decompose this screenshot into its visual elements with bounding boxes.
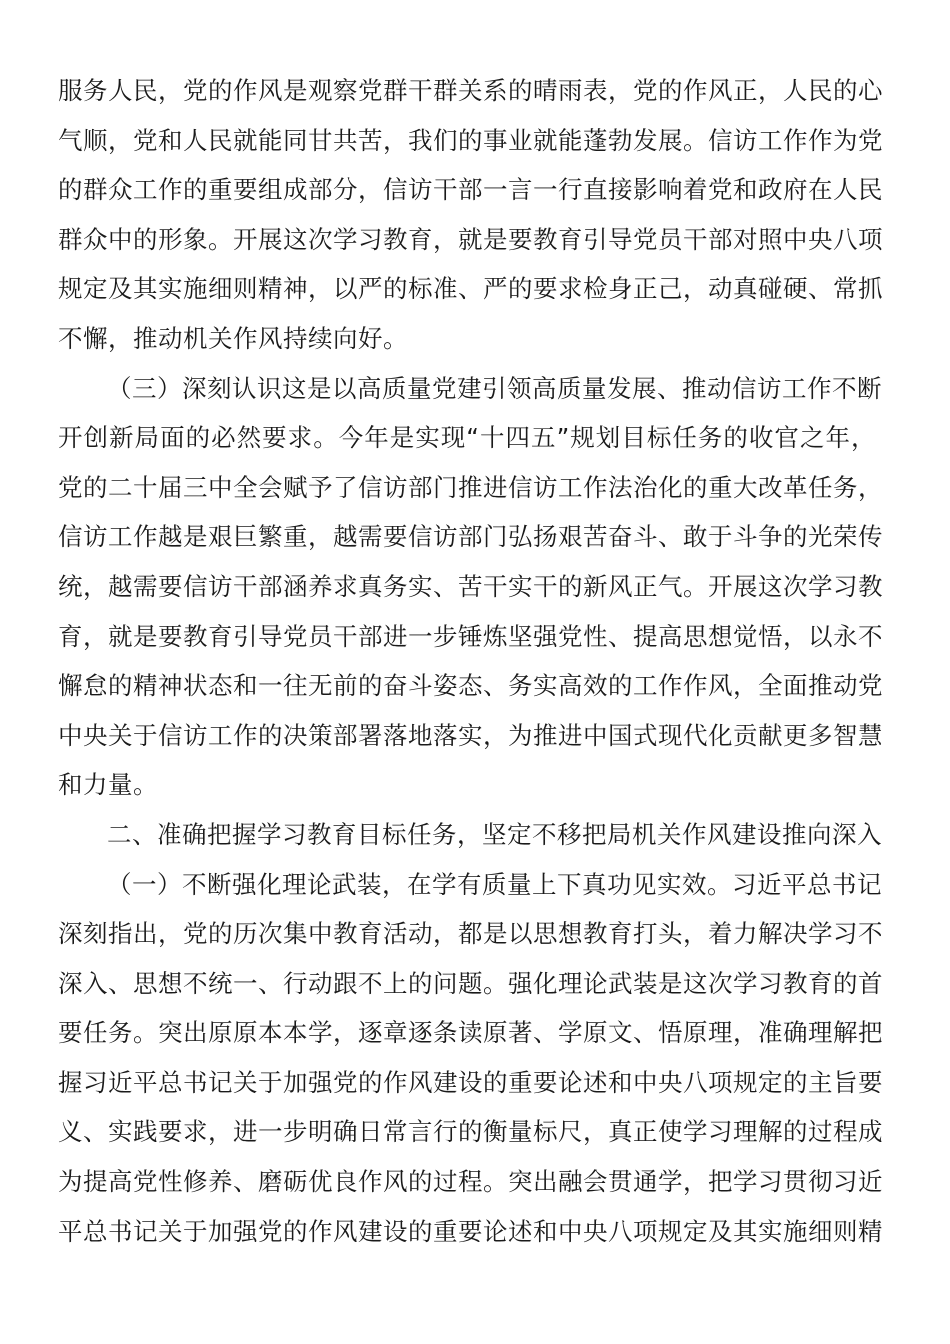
text-line: 气顺，党和人民就能同甘共苦，我们的事业就能蓬勃发展。信访工作作为党	[58, 125, 883, 155]
text-line: 为提高党性修养、磨砺优良作风的过程。突出融会贯通学，把学习贯彻习近	[58, 1167, 883, 1197]
text-line: 的群众工作的重要组成部分，信访干部一言一行直接影响着党和政府在人民	[58, 175, 883, 205]
text-line: 育，就是要教育引导党员干部进一步锤炼坚强党性、提高思想觉悟，以永不	[58, 621, 883, 651]
section-heading-line: （一）不断强化理论武装，在学有质量上下真功见实效。习近平总书记	[107, 869, 882, 899]
text-line: 信访工作越是艰巨繁重，越需要信访部门弘扬艰苦奋斗、敢于斗争的光荣传	[58, 522, 883, 552]
text-line: 平总书记关于加强党的作风建设的重要论述和中央八项规定及其实施细则精	[58, 1216, 883, 1246]
text-line: 深入、思想不统一、行动跟不上的问题。强化理论武装是这次学习教育的首	[58, 968, 883, 998]
chapter-heading: 二、准确把握学习教育目标任务，坚定不移把局机关作风建设推向深入	[107, 819, 882, 849]
text-line: 服务人民，党的作风是观察党群干群关系的晴雨表，党的作风正，人民的心	[58, 76, 883, 105]
text-line: 握习近平总书记关于加强党的作风建设的重要论述和中央八项规定的主旨要	[58, 1067, 883, 1097]
document-body	[58, 66, 883, 1256]
text-line: 深刻指出，党的历次集中教育活动，都是以思想教育打头，着力解决学习不	[58, 919, 883, 949]
text-line: 和力量。	[58, 770, 158, 800]
text-line: 统，越需要信访干部涵养求真务实、苦干实干的新风正气。开展这次学习教	[58, 571, 883, 601]
text-line: 党的二十届三中全会赋予了信访部门推进信访工作法治化的重大改革任务，	[58, 472, 883, 502]
text-line: 群众中的形象。开展这次学习教育，就是要教育引导党员干部对照中央八项	[58, 224, 883, 254]
text-line: 义、实践要求，进一步明确日常言行的衡量标尺，真正使学习理解的过程成	[58, 1117, 883, 1147]
text-line: 懈怠的精神状态和一往无前的奋斗姿态、务实高效的工作作风，全面推动党	[58, 671, 883, 701]
text-line: 不懈，推动机关作风持续向好。	[58, 323, 408, 353]
section-heading-line: （三）深刻认识这是以高质量党建引领高质量发展、推动信访工作不断	[107, 373, 882, 403]
text-line: 要任务。突出原原本本学，逐章逐条读原著、学原文、悟原理，准确理解把	[58, 1018, 883, 1048]
text-line: 中央关于信访工作的决策部署落地落实，为推进中国式现代化贡献更多智慧	[58, 720, 883, 750]
text-line: 规定及其实施细则精神，以严的标准、严的要求检身正己，动真碰硬、常抓	[58, 274, 883, 304]
text-line: 开创新局面的必然要求。今年是实现“十四五”规划目标任务的收官之年，	[58, 423, 876, 453]
